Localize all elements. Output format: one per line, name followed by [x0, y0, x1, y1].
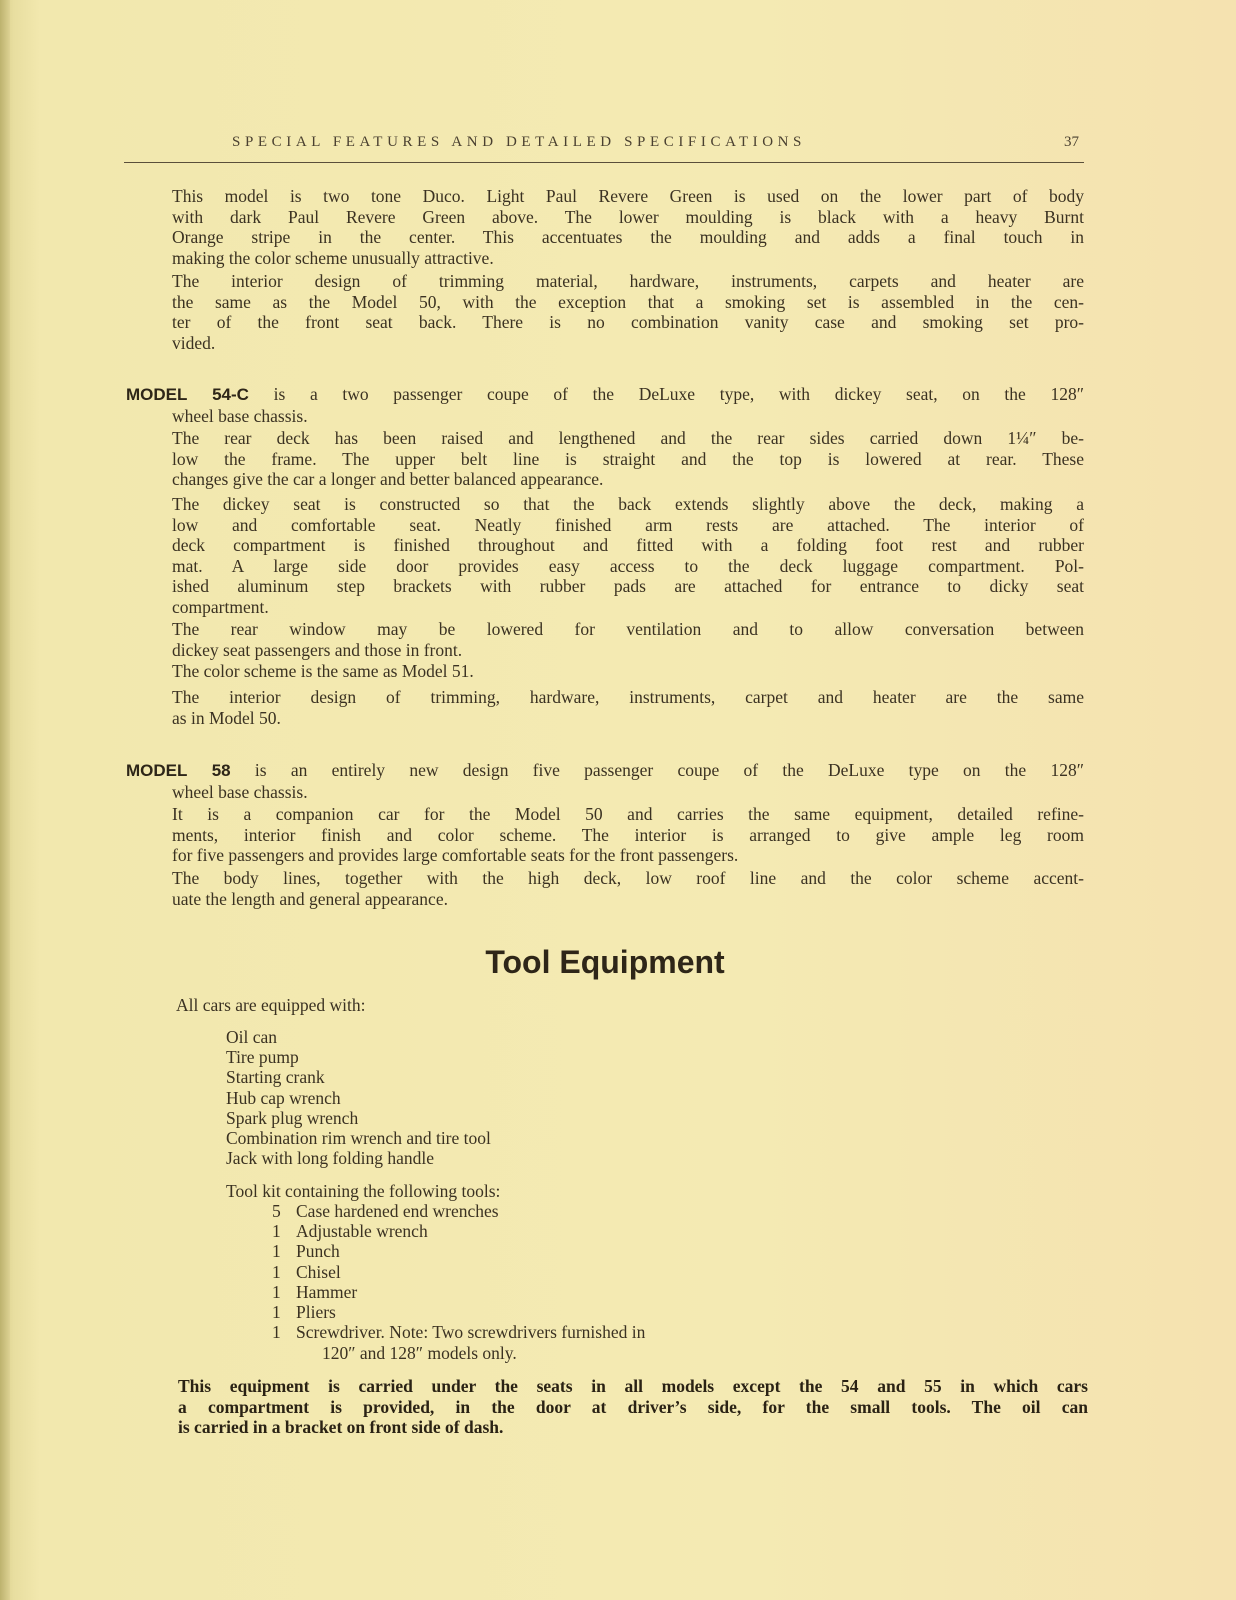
paragraph — [172, 494, 1084, 617]
text-line: This equipment is carried under the seats in all models except the 54 and 55 in which cars — [178, 1376, 1088, 1396]
text-line: wheel base chassis. — [172, 405, 308, 426]
text-line: dickey seat passengers and those in front. — [172, 639, 463, 660]
text-line: with dark Paul Revere Green above. The lower moulding is black with a heavy Burnt — [172, 206, 1084, 227]
text-line: The color scheme is the same as Model 51. — [172, 661, 474, 681]
text-line: for five passengers and provides large comfortable seats for the front passengers. — [172, 845, 739, 865]
text-line — [126, 384, 1084, 406]
kit-item: Pliers — [296, 1302, 336, 1322]
tool-item: Hub cap wrench — [226, 1087, 341, 1108]
text-line: wheel base chassis. — [172, 781, 308, 802]
text-line: Orange stripe in the center. This accentuates the moulding and adds a final touch in — [172, 227, 1084, 247]
text-line: uate the length and general appearance. — [172, 888, 448, 909]
text-line: low the frame. The upper belt line is straight and the top is lowered at rear. These — [172, 448, 1084, 469]
tool-item: Oil can — [226, 1027, 278, 1047]
kit-item: Punch — [296, 1241, 340, 1262]
text: is a two passenger coupe of the DeLuxe type, with dickey seat, on the 128″ — [248, 384, 1085, 404]
kit-intro: Tool kit containing the following tools: — [226, 1181, 501, 1201]
page-number: 37 — [1064, 134, 1079, 150]
model-label: MODEL 54-C — [126, 385, 249, 404]
tool-item: Starting crank — [226, 1067, 325, 1088]
paragraph — [172, 661, 1084, 682]
paragraph — [172, 186, 1084, 268]
kit-item: Case hardened end wrenches — [296, 1201, 499, 1221]
text-line: the same as the Model 50, with the exception that a smoking set is assembled in the cen- — [172, 291, 1084, 312]
text-line: low and comfortable seat. Neatly finished arm rests are attached. The interior of — [172, 514, 1084, 535]
kit-qty: 1 — [272, 1241, 281, 1262]
text-line: It is a companion car for the Model 50 and carries the same equipment, detailed refine- — [172, 804, 1084, 824]
tool-item: Spark plug wrench — [226, 1107, 359, 1128]
running-title: SPECIAL FEATURES AND DETAILED SPECIFICATIONS — [232, 134, 807, 150]
text-line: ter of the front seat back. There is no combination vanity case and smoking set pro- — [172, 312, 1084, 332]
header-rule — [124, 162, 1084, 163]
model-label: MODEL 58 — [126, 761, 231, 780]
text-line: The interior design of trimming, hardware, instruments, carpet and heater are the same — [172, 687, 1084, 707]
kit-qty: 1 — [272, 1221, 281, 1242]
text-line: ished aluminum step brackets with rubber pads are attached for entrance to dicky seat — [172, 576, 1084, 596]
text-line: mat. A large side door provides easy access to the deck luggage compartment. Pol- — [172, 555, 1084, 576]
book-spine — [0, 0, 10, 1600]
tool-item: Jack with long folding handle — [226, 1148, 435, 1169]
paragraph — [172, 687, 1084, 728]
text-line: changes give the car a longer and better balanced appearance. — [172, 469, 604, 489]
paragraph — [172, 868, 1084, 909]
model-paragraph — [126, 760, 1084, 802]
model-paragraph — [126, 384, 1084, 426]
tool-item: Tire pump — [226, 1047, 299, 1068]
kit-note-continuation: 120″ and 128″ models only. — [322, 1343, 517, 1363]
text-line: compartment. — [172, 596, 269, 617]
tool-item: Combination rim wrench and tire tool — [226, 1128, 491, 1148]
paragraph — [172, 804, 1084, 866]
kit-qty: 5 — [272, 1201, 281, 1221]
paragraph — [172, 271, 1084, 353]
kit-item: Adjustable wrench — [296, 1221, 428, 1242]
paragraph — [172, 428, 1084, 490]
kit-qty: 1 — [272, 1322, 281, 1343]
text-line: ments, interior finish and color scheme. The interior is arranged to give ample leg room — [172, 824, 1084, 845]
text-line: vided. — [172, 332, 216, 353]
text-line: The rear deck has been raised and lengthened and the rear sides carried down 1¼″ be- — [172, 428, 1084, 448]
text-line: making the color scheme unusually attractive. — [172, 247, 494, 268]
tools-intro: All cars are equipped with: — [176, 995, 366, 1015]
kit-qty: 1 — [272, 1302, 281, 1322]
text-line: The interior design of trimming material, hardware, instruments, carpets and heater are — [172, 271, 1084, 291]
text-line: a compartment is provided, in the door at driver’s side, for the small tools. The oil can — [178, 1396, 1088, 1417]
kit-qty: 1 — [272, 1281, 281, 1302]
text-line: The rear window may be lowered for ventilation and to allow conversation between — [172, 619, 1084, 639]
paragraph — [172, 619, 1084, 660]
text-line — [126, 760, 1084, 782]
text-line: deck compartment is finished throughout and fitted with a folding foot rest and rubber — [172, 535, 1084, 555]
text-line: This model is two tone Duco. Light Paul Revere Green is used on the lower part of body — [172, 186, 1084, 206]
text-line: The dickey seat is constructed so that the back extends slightly above the deck, making a — [172, 494, 1084, 514]
kit-qty: 1 — [272, 1261, 281, 1282]
text-line: The body lines, together with the high deck, low roof line and the color scheme accent- — [172, 868, 1084, 888]
kit-item: Chisel — [296, 1261, 341, 1282]
kit-item: Screwdriver. Note: Two screwdrivers furnished in — [296, 1322, 646, 1343]
text-line: as in Model 50. — [172, 707, 281, 728]
text: is an entirely new design five passenger coupe of the DeLuxe type on the 128″ — [230, 760, 1084, 780]
closing-paragraph — [178, 1376, 1088, 1438]
section-heading: Tool Equipment — [485, 944, 725, 980]
text-line: is carried in a bracket on front side of dash. — [178, 1417, 504, 1437]
kit-item: Hammer — [296, 1281, 358, 1302]
